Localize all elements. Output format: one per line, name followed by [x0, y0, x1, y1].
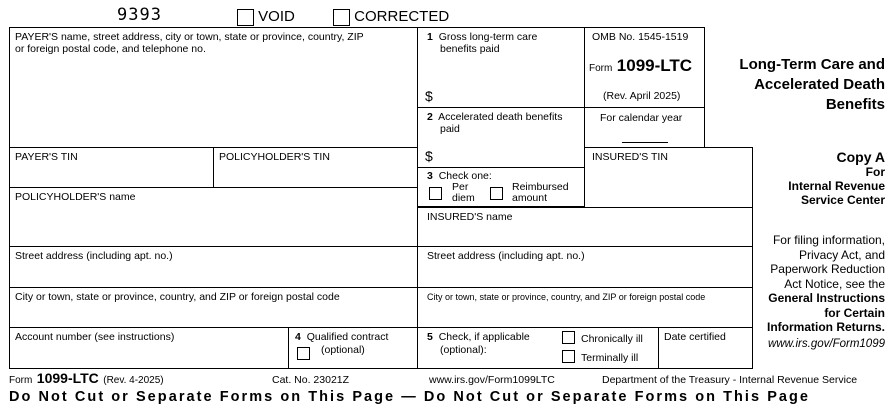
copy-url: www.irs.gov/Form1099	[768, 337, 885, 350]
footer-url: www.irs.gov/Form1099LTC	[429, 374, 555, 386]
copy-a-label: Copy A	[836, 149, 885, 165]
footer-form-name: 1099-LTC	[36, 370, 99, 386]
policyholder-street-label: Street address (including apt. no.)	[15, 250, 173, 262]
box4-number: 4	[295, 331, 301, 343]
void-label: VOID	[258, 8, 295, 25]
footer-revision: (Rev. 4-2025)	[103, 375, 164, 386]
footer-form-word: Form	[9, 375, 33, 386]
calendar-year-box[interactable]	[584, 107, 705, 148]
box5-number: 5	[427, 331, 433, 343]
box2-accelerated-death-benefits[interactable]	[417, 107, 585, 168]
insured-tin-box[interactable]	[584, 147, 753, 208]
corrected-option[interactable]	[333, 8, 449, 26]
payer-name-address-box[interactable]	[9, 27, 418, 148]
calendar-year-line	[622, 142, 668, 143]
reimbursed-amount-checkbox[interactable]	[490, 187, 503, 200]
per-diem-label-1: Per	[452, 181, 469, 193]
account-number-label: Account number (see instructions)	[15, 331, 175, 343]
insured-city-label: City or town, state or province, country, and ZIP or foreign postal code	[427, 292, 706, 302]
box2-label-1: Accelerated death benefits	[438, 111, 563, 123]
corrected-checkbox[interactable]	[333, 9, 350, 26]
omb-number: OMB No. 1545-1519	[592, 31, 689, 43]
info-line-4: Act Notice, see the	[784, 276, 885, 291]
payer-tin-label: PAYER'S TIN	[15, 151, 78, 163]
copy-irs-line-1: Internal Revenue	[788, 179, 885, 193]
qualified-contract-checkbox[interactable]	[297, 347, 310, 360]
policyholder-name-box[interactable]	[9, 187, 418, 247]
per-diem-label-2: diem	[452, 192, 475, 204]
insured-street-box[interactable]	[417, 246, 753, 288]
form-title	[739, 55, 885, 115]
chronically-ill-checkbox[interactable]	[562, 331, 575, 344]
payer-tin-box[interactable]	[9, 147, 214, 188]
insured-name-label: INSURED'S name	[427, 211, 513, 223]
footer-department: Department of the Treasury - Internal Revenue Service	[602, 374, 858, 386]
do-not-cut-warning: Do Not Cut or Separate Forms on This Page — Do Not Cut or Separate Forms on This Page	[9, 389, 811, 405]
account-number-box[interactable]	[9, 327, 289, 369]
box1-label-1: Gross long-term care	[438, 31, 538, 43]
copy-irs-line-2: Service Center	[800, 193, 885, 207]
title-line-3: Benefits	[825, 96, 885, 113]
omb-form-word: Form	[589, 63, 613, 74]
info-line-1: For filing information,	[772, 233, 885, 247]
per-diem-checkbox[interactable]	[429, 187, 442, 200]
form-id-number: 9393	[117, 5, 162, 25]
box3-check-one[interactable]	[417, 167, 585, 207]
box3-number: 3	[427, 170, 433, 182]
info-line-3: Paperwork Reduction	[770, 262, 885, 276]
box1-gross-ltc-benefits[interactable]	[417, 27, 585, 108]
box3-label: Check one:	[438, 170, 492, 182]
terminally-ill-checkbox[interactable]	[562, 350, 575, 363]
box5-check-if-applicable[interactable]	[417, 327, 659, 369]
payer-name-label-2: or foreign postal code, and telephone no.	[15, 43, 206, 55]
box4-label-2: (optional)	[321, 344, 365, 356]
insured-tin-label: INSURED'S TIN	[592, 151, 668, 163]
filing-info-panel	[767, 233, 885, 351]
box4-qualified-contract[interactable]	[288, 327, 418, 369]
corrected-label: CORRECTED	[354, 8, 450, 25]
policyholder-tin-label: POLICYHOLDER'S TIN	[219, 151, 330, 163]
box2-label-2: paid	[440, 123, 460, 135]
copy-for-label: For	[865, 165, 885, 179]
policyholder-tin-box[interactable]	[213, 147, 418, 188]
reimbursed-label-2: amount	[512, 192, 548, 204]
reimbursed-label-1: Reimbursed	[512, 181, 569, 193]
terminally-ill-label: Terminally ill	[581, 352, 639, 364]
info-line-6: for Certain	[824, 305, 885, 320]
date-certified-label: Date certified	[664, 331, 726, 343]
calendar-year-label: For calendar year	[600, 112, 683, 124]
void-option[interactable]	[237, 8, 295, 26]
box5-label-1: Check, if applicable	[438, 331, 530, 343]
box2-currency: $	[425, 148, 433, 164]
info-line-5: General Instructions	[768, 291, 885, 305]
omb-form-box	[584, 27, 705, 108]
payer-name-label-1: PAYER'S name, street address, city or town, state or province, country, ZIP	[15, 31, 364, 43]
policyholder-street-box[interactable]	[9, 246, 418, 288]
omb-form-name: 1099-LTC	[616, 56, 693, 75]
box5-label-2: (optional):	[440, 344, 487, 356]
title-line-1: Long-Term Care and	[739, 56, 885, 73]
copy-a-panel	[750, 149, 885, 207]
void-checkbox[interactable]	[237, 9, 254, 26]
footer-cat-no: Cat. No. 23021Z	[272, 374, 350, 386]
policyholder-city-box[interactable]	[9, 287, 418, 328]
insured-street-label: Street address (including apt. no.)	[427, 250, 585, 262]
footer-form-id	[9, 370, 164, 388]
date-certified-box[interactable]	[658, 327, 753, 369]
omb-revision: (Rev. April 2025)	[603, 90, 681, 102]
chronically-ill-label: Chronically ill	[581, 333, 643, 345]
insured-name-box[interactable]	[417, 207, 753, 247]
box1-number: 1	[427, 31, 433, 43]
insured-city-box[interactable]	[417, 287, 753, 328]
info-line-7: Information Returns.	[766, 320, 885, 334]
policyholder-city-label: City or town, state or province, country, and ZIP or foreign postal code	[15, 291, 340, 303]
box2-number: 2	[427, 111, 433, 123]
box1-label-2: benefits paid	[440, 43, 500, 55]
policyholder-name-label: POLICYHOLDER'S name	[15, 191, 136, 203]
title-line-2: Accelerated Death	[754, 76, 885, 93]
box1-currency: $	[425, 88, 433, 104]
info-line-2: Privacy Act, and	[798, 247, 885, 262]
box4-label-1: Qualified contract	[306, 331, 389, 343]
